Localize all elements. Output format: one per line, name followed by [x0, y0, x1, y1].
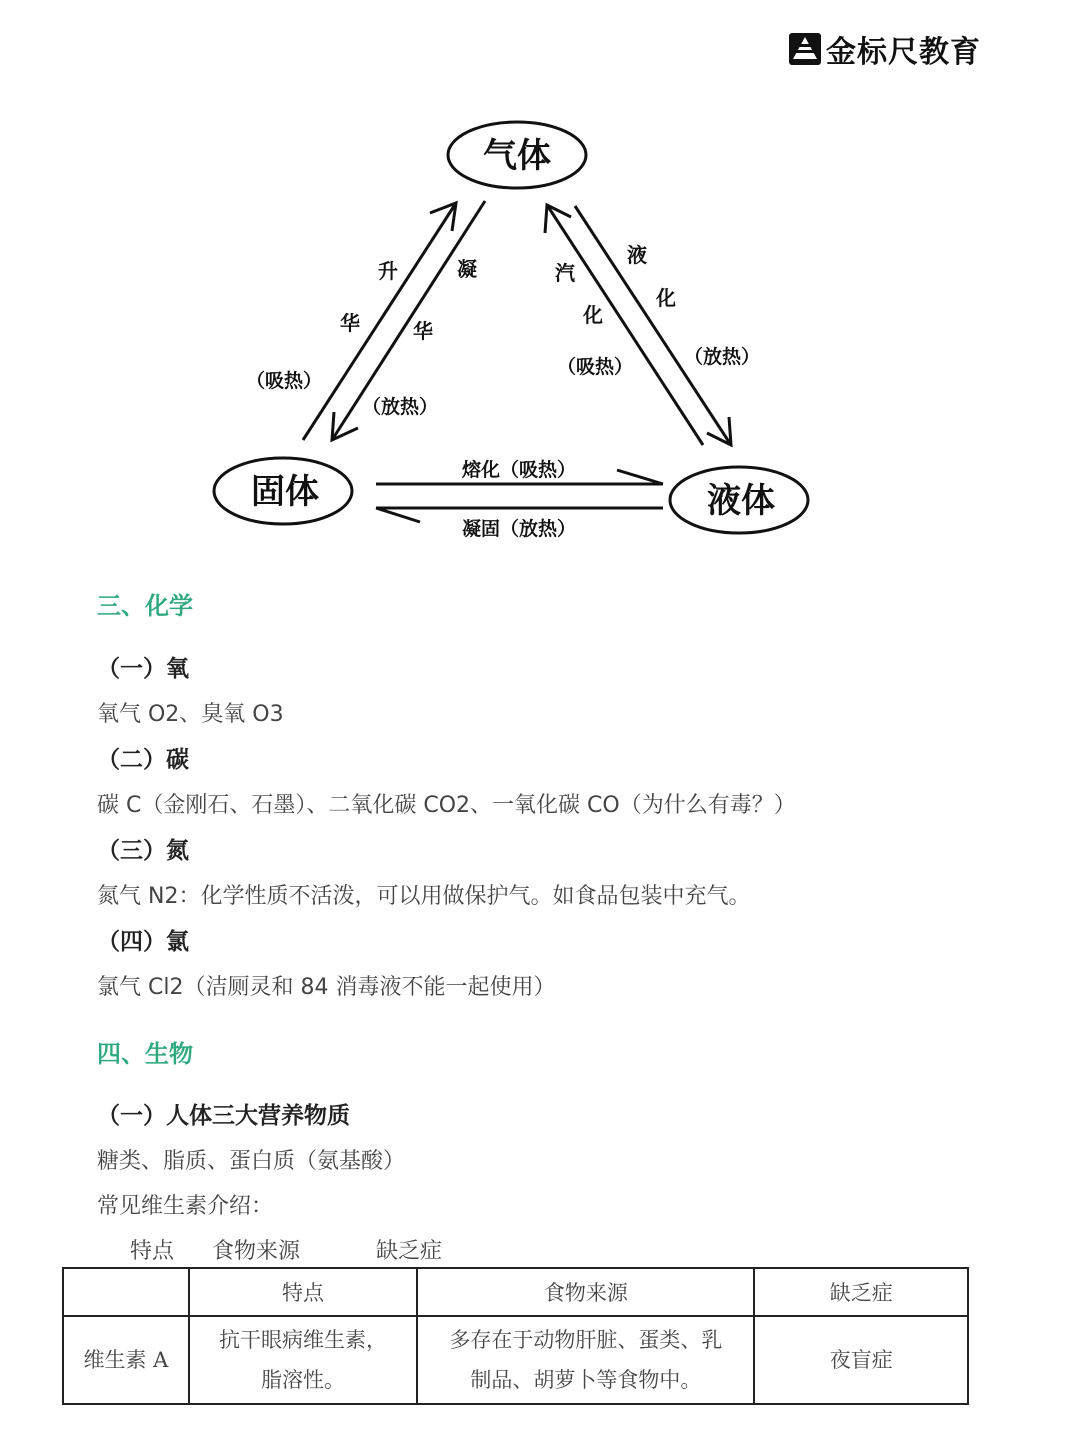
gas-node-label: 气体	[483, 136, 551, 176]
table-header-cell	[63, 1268, 189, 1316]
table-header-cell: 缺乏症	[754, 1268, 968, 1316]
nutrients-text: 糖类、脂质、蛋白质（氨基酸）	[97, 1149, 406, 1174]
nutrients-heading: （一）人体三大营养物质	[97, 1103, 350, 1129]
vitamin-feature-line: 脂溶性。	[261, 1368, 345, 1392]
liquefaction-heat-label: （放热）	[684, 346, 761, 368]
column-hint-deficiency: 缺乏症	[376, 1239, 443, 1264]
vitamin-table	[62, 1267, 969, 1405]
logo-text: 金标尺教育	[826, 35, 981, 70]
nitrogen-text: 氮气 N2：化学性质不活泼，可以用做保护气。如食品包装中充气。	[97, 884, 751, 909]
liquid-node-label: 液体	[707, 481, 775, 521]
vitamin-source-cell	[417, 1316, 754, 1404]
sublimation-label-2: 华	[340, 311, 360, 335]
vaporization-label-1: 汽	[555, 261, 575, 285]
chemistry-heading: 三、化学	[97, 592, 193, 620]
table-row	[63, 1316, 968, 1404]
carbon-text: 碳 C（金刚石、石墨）、二氧化碳 CO2、一氧化碳 CO（为什么有毒？）	[97, 793, 796, 818]
vaporization-arrow	[545, 205, 703, 445]
sublimation-label-1: 升	[378, 259, 398, 283]
desublimation-heat-label: （放热）	[362, 396, 439, 418]
biology-heading: 四、生物	[97, 1040, 193, 1068]
oxygen-heading: （一）氧	[97, 656, 189, 682]
table-header-row	[63, 1268, 968, 1316]
sublimation-heat-label: （吸热）	[246, 370, 323, 392]
carbon-heading: （二）碳	[97, 747, 189, 773]
column-hint-feature: 特点	[130, 1239, 175, 1264]
table-header-cell: 食物来源	[417, 1268, 754, 1316]
column-hint-source: 食物来源	[212, 1239, 301, 1264]
phase-change-diagram	[0, 0, 1080, 560]
liquefaction-label-1: 液	[627, 243, 647, 267]
desublimation-label-2: 华	[413, 319, 433, 343]
vitamin-source-line: 多存在于动物肝脏、蛋类、乳	[449, 1328, 723, 1352]
solid-node-label: 固体	[251, 472, 319, 512]
vaporization-heat-label: （吸热）	[557, 356, 634, 378]
vitamin-feature-cell	[189, 1316, 418, 1404]
liquefaction-label-2: 化	[656, 286, 676, 310]
desublimation-label-1: 凝	[457, 257, 477, 281]
chlorine-heading: （四）氯	[97, 929, 189, 955]
vaporization-label-2: 化	[583, 303, 603, 327]
vitamin-source-line: 制品、胡萝卜等食物中。	[470, 1368, 702, 1392]
melting-label: 熔化（吸热）	[462, 459, 577, 481]
vitamin-deficiency-cell: 夜盲症	[754, 1316, 968, 1404]
vitamin-name-cell: 维生素 A	[63, 1316, 189, 1404]
oxygen-text: 氧气 O2、臭氧 O3	[97, 702, 284, 727]
table-header-cell: 特点	[189, 1268, 418, 1316]
vitamin-intro: 常见维生素介绍：	[97, 1194, 274, 1219]
vitamin-feature-line: 抗干眼病维生素，	[219, 1328, 387, 1352]
chlorine-text: 氯气 Cl2（洁厕灵和 84 消毒液不能一起使用）	[97, 975, 556, 1000]
freezing-label: 凝固（放热）	[462, 518, 577, 540]
nitrogen-heading: （三）氮	[97, 838, 189, 864]
